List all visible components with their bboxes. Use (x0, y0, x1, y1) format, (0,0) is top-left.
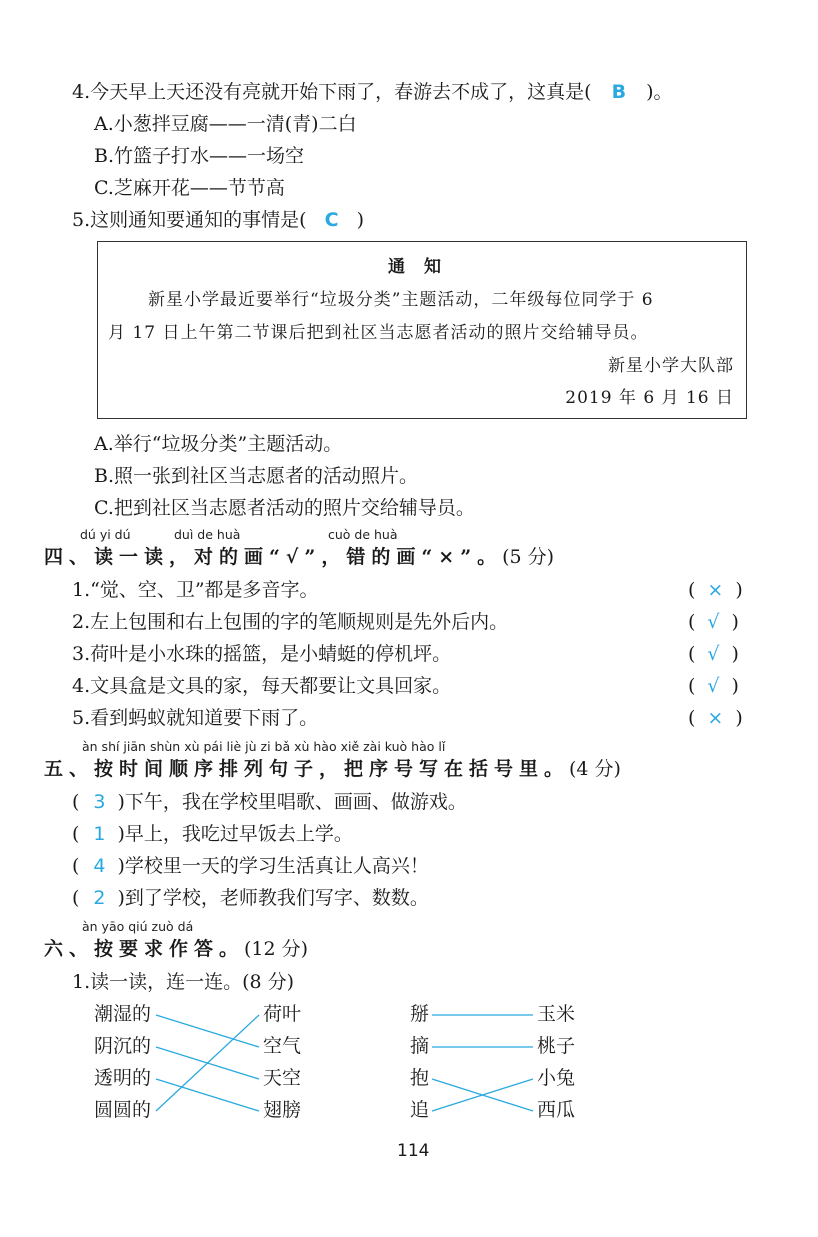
section4-pinyin-1: dú yi dú (80, 527, 131, 542)
verb-3: 抱 (410, 1067, 430, 1089)
verb-1: 掰 (410, 1003, 430, 1025)
q4-option-b: B.竹篮子打水——一场空 (94, 145, 305, 167)
q4-answer: B (611, 81, 627, 103)
notice-date: 2019 年 6 月 16 日 (565, 388, 734, 408)
page-number: 114 (397, 1141, 430, 1161)
match-line-3 (156, 1079, 259, 1111)
middle-word-4: 翅膀 (263, 1099, 302, 1121)
notice-line-2: 月 17 日上午第二节课后把到社区当志愿者活动的照片交给辅导员。 (108, 323, 649, 343)
middle-word-2: 空气 (263, 1035, 302, 1057)
q4-question: 4.今天早上天还没有亮就开始下雨了，春游去不成了，这真是( B )。 (72, 81, 673, 103)
section6-pinyin: àn yāo qiú zuò dá (82, 919, 194, 934)
notice-line-1: 新星小学最近要举行“垃圾分类”主题活动，二年级每位同学于 6 (148, 290, 654, 310)
section4-item-5: 5.看到蚂蚁就知道要下雨了。 (72, 707, 319, 729)
section4-answer-2: ( √ ) (688, 611, 739, 633)
notice-signature: 新星小学大队部 (608, 356, 734, 376)
notice-title: 通 知 (388, 257, 442, 277)
section4-answer-1: ( × ) (688, 579, 743, 601)
verb-2: 摘 (410, 1035, 430, 1057)
section4-answer-4: ( √ ) (688, 675, 739, 697)
q5-answer: C (324, 209, 339, 231)
middle-word-3: 天空 (263, 1067, 302, 1089)
object-1: 玉米 (537, 1003, 576, 1025)
section6-title: 六、按要求作答。(12 分) (44, 938, 309, 960)
section4-title: 四、读一读，对的画“√”，错的画“×”。(5 分) (44, 546, 555, 568)
section4-answer-3: ( √ ) (688, 643, 739, 665)
object-4: 西瓜 (537, 1099, 576, 1121)
left-word-2: 阴沉的 (94, 1035, 152, 1057)
section5-pinyin: àn shí jiān shùn xù pái liè jù zi bǎ xù hào xiě zài kuò hào lǐ (82, 739, 446, 754)
object-2: 桃子 (537, 1035, 576, 1057)
section5-item-4: ( 2 )到了学校，老师教我们写字、数数。 (72, 887, 429, 909)
section4-pinyin-3: cuò de huà (328, 527, 398, 542)
match-line-4 (156, 1015, 259, 1111)
section6-sub1: 1.读一读，连一连。(8 分) (72, 971, 295, 993)
section5-item-3: ( 4 )学校里一天的学习生活真让人高兴！ (72, 855, 429, 877)
left-word-4: 圆圆的 (94, 1099, 152, 1121)
section5-item-2: ( 1 )早上，我吃过早饭去上学。 (72, 823, 353, 845)
section4-item-3: 3.荷叶是小水珠的摇篮，是小蜻蜓的停机坪。 (72, 643, 452, 665)
left-word-3: 透明的 (94, 1067, 152, 1089)
match-line-1 (156, 1015, 259, 1047)
left-word-1: 潮湿的 (94, 1003, 152, 1025)
q4-option-c: C.芝麻开花——节节高 (94, 177, 285, 199)
verb-4: 追 (410, 1099, 430, 1121)
section4-answer-5: ( × ) (688, 707, 743, 729)
section4-item-1: 1.“觉、空、卫”都是多音字。 (72, 579, 319, 601)
section4-pinyin-2: duì de huà (174, 527, 241, 542)
q5-option-c: C.把到社区当志愿者活动的照片交给辅导员。 (94, 497, 475, 519)
section5-item-1: ( 3 )下午，我在学校里唱歌、画画、做游戏。 (72, 791, 467, 813)
section4-item-4: 4.文具盒是文具的家，每天都要让文具回家。 (72, 675, 452, 697)
middle-word-1: 荷叶 (263, 1003, 302, 1025)
q4-option-a: A.小葱拌豆腐——一清(青)二白 (94, 113, 357, 135)
section5-title: 五、按时间顺序排列句子，把序号写在括号里。(4 分) (44, 758, 621, 780)
q5-question: 5.这则通知要通知的事情是( C ) (72, 209, 365, 231)
q5-option-b: B.照一张到社区当志愿者的活动照片。 (94, 465, 419, 487)
q5-option-a: A.举行“垃圾分类”主题活动。 (94, 433, 343, 455)
section4-item-2: 2.左上包围和右上包围的字的笔顺规则是先外后内。 (72, 611, 509, 633)
object-3: 小兔 (537, 1067, 576, 1089)
